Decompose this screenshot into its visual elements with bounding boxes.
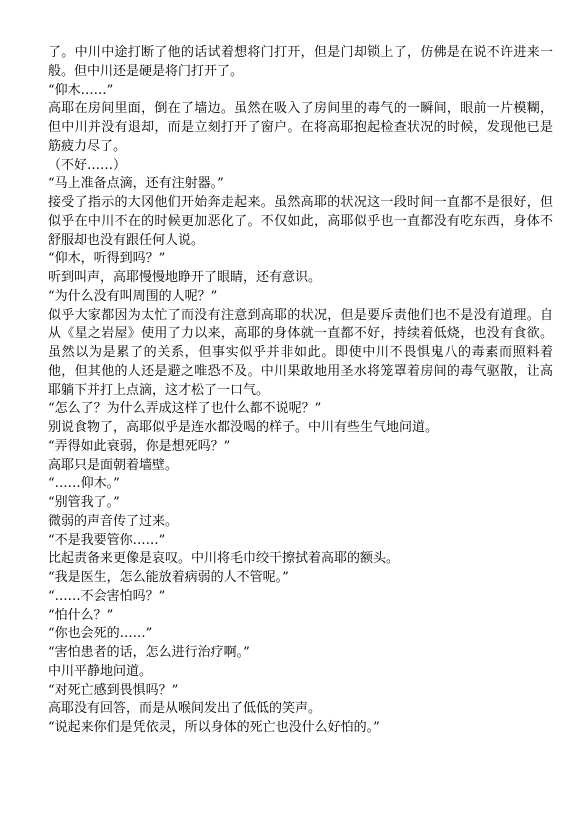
dialogue-line: “说起来你们是凭依灵，所以身体的死亡也没什么好怕的。” <box>48 720 380 735</box>
dialogue-line: “害怕患者的话，怎么进行治疗啊。” <box>48 645 250 660</box>
text-paragraph: 接受了指示的大冈他们开始奔走起来。虽然高耶的状况这一段时间一直都不是很好，但似乎在中川不在的时候更加恶化了。不仅如此，高耶似乎也一直都没有吃东西，身体不舒服却也没有跟任何人说。 <box>48 195 553 248</box>
dialogue-line: “你也会死的……” <box>48 626 153 642</box>
dialogue-line: “马上准备点滴，还有注射器。” <box>48 176 224 192</box>
text-paragraph: 高耶在房间里面，倒在了墙边。虽然在吸入了房间里的毒气的一瞬间，眼前一片模糊，但中川并没有退却，而是立刻打开了窗户。在将高耶抱起检查状况的时候，发现他已是筋疲力尽了。 <box>48 101 553 154</box>
thought-line: （不好……） <box>48 157 127 173</box>
text-paragraph: 微弱的声音传了过来。 <box>48 513 179 529</box>
text-paragraph: 似乎大家都因为太忙了而没有注意到高耶的状况，但是要斥责他们也不是没有道理。自从《星之岩屋》使用了力以来，高耶的身体就一直都不好，持续着低烧，也没有食欲。虽然以为是累了的关系，但事实似乎并非如此。即使中川不畏惧鬼八的毒素而照料着他，但其他的人还是避之唯恐不及。中川果敢地用圣水将笼罩着房间的毒气驱散，让高耶躺下并打上点滴，这才松了一口气。 <box>48 307 553 398</box>
dialogue-line: “仰木……” <box>48 82 114 98</box>
dialogue-line: “……不会害怕吗？” <box>48 588 166 604</box>
dialogue-line: “仰木，听得到吗？” <box>48 251 166 267</box>
text-paragraph: 中川平静地问道。 <box>48 663 153 679</box>
text-paragraph: 比起责备来更像是哀叹。中川将毛巾绞干擦拭着高耶的额头。 <box>48 551 400 567</box>
dialogue-line: “对死亡感到畏惧吗？” <box>48 682 179 698</box>
dialogue-line: “弄得如此衰弱，你是想死吗？” <box>48 438 231 454</box>
dialogue-line: “为什么没有叫周围的人呢？” <box>48 288 218 304</box>
dialogue-line: “我是医生，怎么能放着病弱的人不管呢。” <box>48 570 289 585</box>
dialogue-line: “……仰木。” <box>48 476 120 492</box>
text-paragraph: 听到叫声，高耶慢慢地睁开了眼睛，还有意识。 <box>48 270 322 285</box>
text-paragraph: 高耶只是面朝着墙壁。 <box>48 457 179 473</box>
dialogue-line: “不是我要管你……” <box>48 532 166 548</box>
text-paragraph: 高耶没有回答，而是从喉间发出了低低的笑声。 <box>48 701 322 717</box>
dialogue-line: “怎么了？为什么弄成这样了也什么都不说呢？” <box>48 401 322 417</box>
document-page <box>48 44 553 738</box>
dialogue-line: “别管我了。” <box>48 495 120 510</box>
text-paragraph: 了。中川中途打断了他的话试着想将门打开，但是门却锁上了，仿佛是在说不许进来一般。但中川还是硬是将门打开了。 <box>48 45 553 79</box>
text-paragraph: 别说食物了，高耶似乎是连水都没喝的样子。中川有些生气地问道。 <box>48 420 439 435</box>
dialogue-line: “怕什么？” <box>48 607 114 623</box>
